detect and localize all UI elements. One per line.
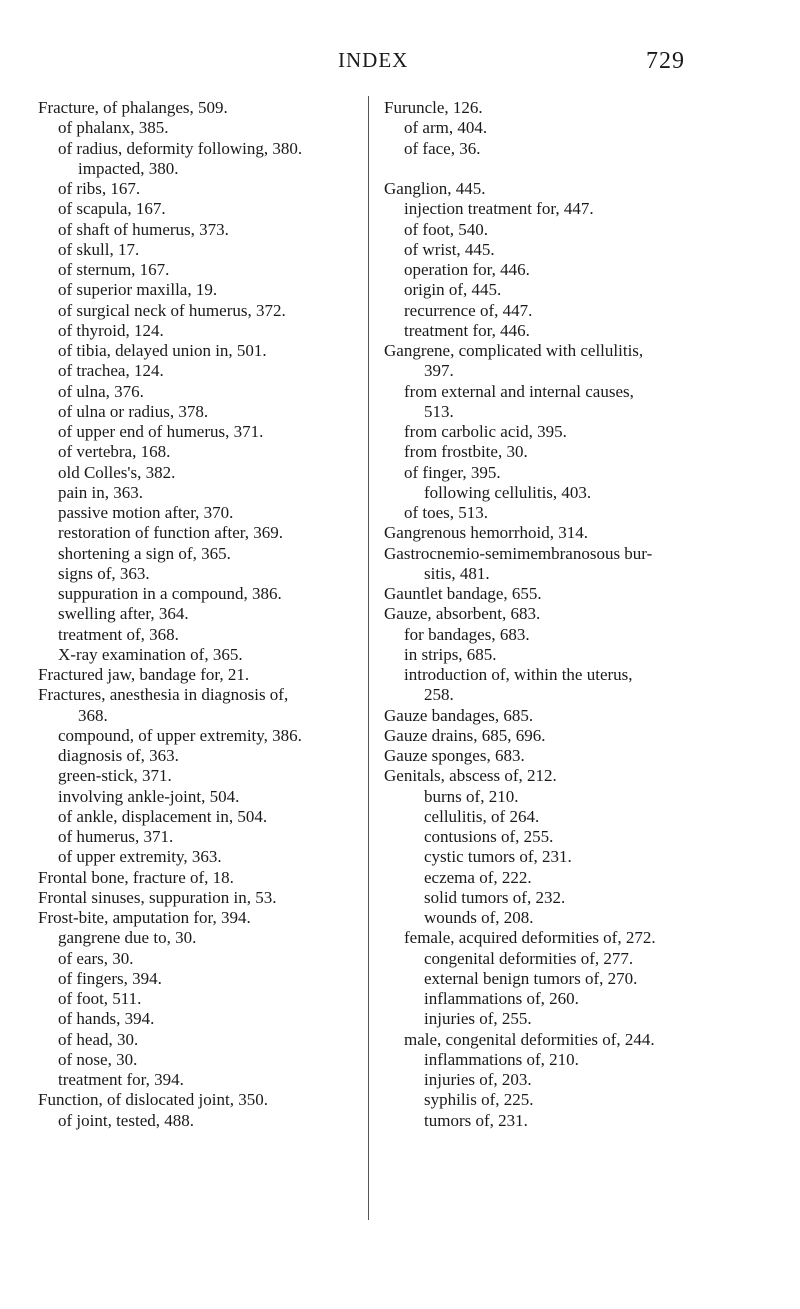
- index-entry: of face, 36.: [404, 138, 481, 158]
- index-entry: of head, 30.: [58, 1029, 139, 1049]
- index-entry: treatment for, 394.: [58, 1070, 184, 1089]
- index-entry: Frost-bite, amputation for, 394.: [38, 908, 251, 927]
- index-entry: operation for, 446.: [404, 260, 530, 279]
- index-entry: of ears, 30.: [58, 948, 134, 968]
- index-entry: Ganglion, 445.: [384, 179, 486, 198]
- index-entry: of superior maxilla, 19.: [58, 280, 218, 300]
- running-head-title: INDEX: [338, 48, 409, 72]
- index-entry: of skull, 17.: [58, 239, 140, 259]
- index-entry: of upper end of humerus, 371.: [58, 422, 264, 441]
- index-entry: injuries of, 255.: [424, 1009, 532, 1029]
- index-entry: introduction of, within the uterus,: [404, 665, 633, 684]
- index-entry: of ankle, displacement in, 504.: [58, 806, 268, 826]
- index-entry: treatment for, 446.: [404, 320, 530, 340]
- index-entry: of arm, 404.: [404, 118, 488, 138]
- index-entry: congenital deformities of, 277.: [424, 948, 634, 968]
- index-entry: Gauze sponges, 683.: [384, 746, 525, 765]
- page-number: 729: [646, 48, 685, 74]
- index-entry: of trachea, 124.: [58, 361, 164, 381]
- index-entry: of shaft of humerus, 373.: [58, 219, 229, 239]
- index-entry: signs of, 363.: [58, 563, 150, 583]
- index-entry: suppuration in a compound, 386.: [58, 584, 282, 603]
- index-entry: old Colles's, 382.: [58, 462, 176, 482]
- index-entry: burns of, 210.: [424, 786, 519, 806]
- index-entry: origin of, 445.: [404, 280, 502, 300]
- index-entry: pain in, 363.: [58, 482, 143, 502]
- index-entry: 368.: [78, 705, 108, 725]
- index-entry: gangrene due to, 30.: [58, 928, 197, 948]
- index-entry: of scapula, 167.: [58, 199, 166, 219]
- index-entry: Gastrocnemio-semimembranosous bur-: [384, 543, 653, 563]
- index-entry: passive motion after, 370.: [58, 503, 234, 522]
- index-entry: 397.: [424, 361, 454, 381]
- index-entry: from carbolic acid, 395.: [404, 422, 567, 441]
- index-entry: of humerus, 371.: [58, 827, 174, 846]
- index-entry: Gauntlet bandage, 655.: [384, 584, 542, 603]
- index-entry: of ribs, 167.: [58, 179, 141, 198]
- index-entry: of sternum, 167.: [58, 260, 170, 279]
- index-entry: of joint, tested, 488.: [58, 1110, 194, 1130]
- index-entry: 258.: [424, 685, 454, 705]
- index-entry: sitis, 481.: [424, 563, 490, 583]
- index-entry: Genitals, abscess of, 212.: [384, 766, 557, 786]
- index-entry: of nose, 30.: [58, 1049, 138, 1069]
- index-column-right: [384, 98, 724, 1131]
- index-entry: tumors of, 231.: [424, 1110, 528, 1130]
- index-entry: contusions of, 255.: [424, 827, 554, 846]
- index-entry: 513.: [424, 401, 454, 421]
- index-entry: of ulna or radius, 378.: [58, 401, 209, 421]
- index-entry: following cellulitis, 403.: [424, 482, 592, 502]
- index-entry: of thyroid, 124.: [58, 320, 164, 340]
- index-entry: treatment of, 368.: [58, 624, 179, 644]
- index-entry: in strips, 685.: [404, 644, 497, 664]
- index-entry: of finger, 395.: [404, 462, 501, 482]
- index-entry: of wrist, 445.: [404, 239, 495, 259]
- index-entry: inflammations of, 210.: [424, 1049, 579, 1069]
- index-entry: male, congenital deformities of, 244.: [404, 1029, 655, 1049]
- index-entry: Gangrene, complicated with cellulitis,: [384, 341, 644, 360]
- index-entry: cellulitis, of 264.: [424, 806, 540, 826]
- index-entry: external benign tumors of, 270.: [424, 968, 638, 988]
- index-entry: Frontal bone, fracture of, 18.: [38, 867, 234, 887]
- index-entry: swelling after, 364.: [58, 604, 189, 624]
- index-entry: of upper extremity, 363.: [58, 847, 222, 867]
- index-entry: Fractures, anesthesia in diagnosis of,: [38, 685, 289, 705]
- index-entry: Gauze, absorbent, 683.: [384, 604, 541, 624]
- index-entry: solid tumors of, 232.: [424, 887, 566, 907]
- index-entry: of surgical neck of humerus, 372.: [58, 300, 286, 320]
- index-entry: Function, of dislocated joint, 350.: [38, 1090, 268, 1110]
- index-entry: of toes, 513.: [404, 503, 489, 522]
- index-entry: from frostbite, 30.: [404, 442, 528, 462]
- index-entry: restoration of function after, 369.: [58, 523, 283, 543]
- index-entry: X-ray examination of, 365.: [58, 644, 243, 664]
- column-divider: [368, 96, 369, 1220]
- index-entry: female, acquired deformities of, 272.: [404, 928, 656, 948]
- index-entry: Furuncle, 126.: [384, 98, 483, 117]
- index-entry: of foot, 540.: [404, 219, 489, 239]
- index-entry: of vertebra, 168.: [58, 442, 171, 462]
- index-entry: injection treatment for, 447.: [404, 199, 594, 219]
- index-spacer: [384, 159, 724, 179]
- index-entry: of fingers, 394.: [58, 968, 162, 988]
- index-entry: of radius, deformity following, 380.: [58, 138, 303, 158]
- index-entry: shortening a sign of, 365.: [58, 543, 231, 563]
- index-entry: of ulna, 376.: [58, 381, 144, 401]
- index-entry: compound, of upper extremity, 386.: [58, 725, 302, 745]
- index-entry: Frontal sinuses, suppuration in, 53.: [38, 887, 277, 907]
- index-entry: Gauze bandages, 685.: [384, 705, 534, 725]
- index-entry: diagnosis of, 363.: [58, 746, 179, 765]
- index-entry: cystic tumors of, 231.: [424, 847, 572, 867]
- index-entry: Gangrenous hemorrhoid, 314.: [384, 523, 588, 543]
- index-column-left: [38, 98, 358, 1131]
- index-entry: recurrence of, 447.: [404, 300, 533, 320]
- index-entry: eczema of, 222.: [424, 867, 532, 887]
- index-entry: Gauze drains, 685, 696.: [384, 725, 546, 745]
- index-entry: of phalanx, 385.: [58, 118, 169, 138]
- index-entry: of tibia, delayed union in, 501.: [58, 341, 267, 360]
- index-entry: for bandages, 683.: [404, 624, 530, 644]
- index-entry: impacted, 380.: [78, 158, 179, 178]
- index-entry: wounds of, 208.: [424, 908, 534, 927]
- index-entry: of hands, 394.: [58, 1009, 155, 1029]
- index-entry: inflammations of, 260.: [424, 989, 579, 1008]
- index-entry: green-stick, 371.: [58, 766, 172, 786]
- page-header: [0, 48, 800, 80]
- index-entry: Fracture, of phalanges, 509.: [38, 98, 228, 117]
- index-entry: from external and internal causes,: [404, 381, 634, 401]
- index-entry: syphilis of, 225.: [424, 1090, 534, 1110]
- index-entry: injuries of, 203.: [424, 1070, 532, 1089]
- index-entry: Fractured jaw, bandage for, 21.: [38, 665, 250, 684]
- index-entry: of foot, 511.: [58, 989, 142, 1008]
- index-entry: involving ankle-joint, 504.: [58, 786, 240, 806]
